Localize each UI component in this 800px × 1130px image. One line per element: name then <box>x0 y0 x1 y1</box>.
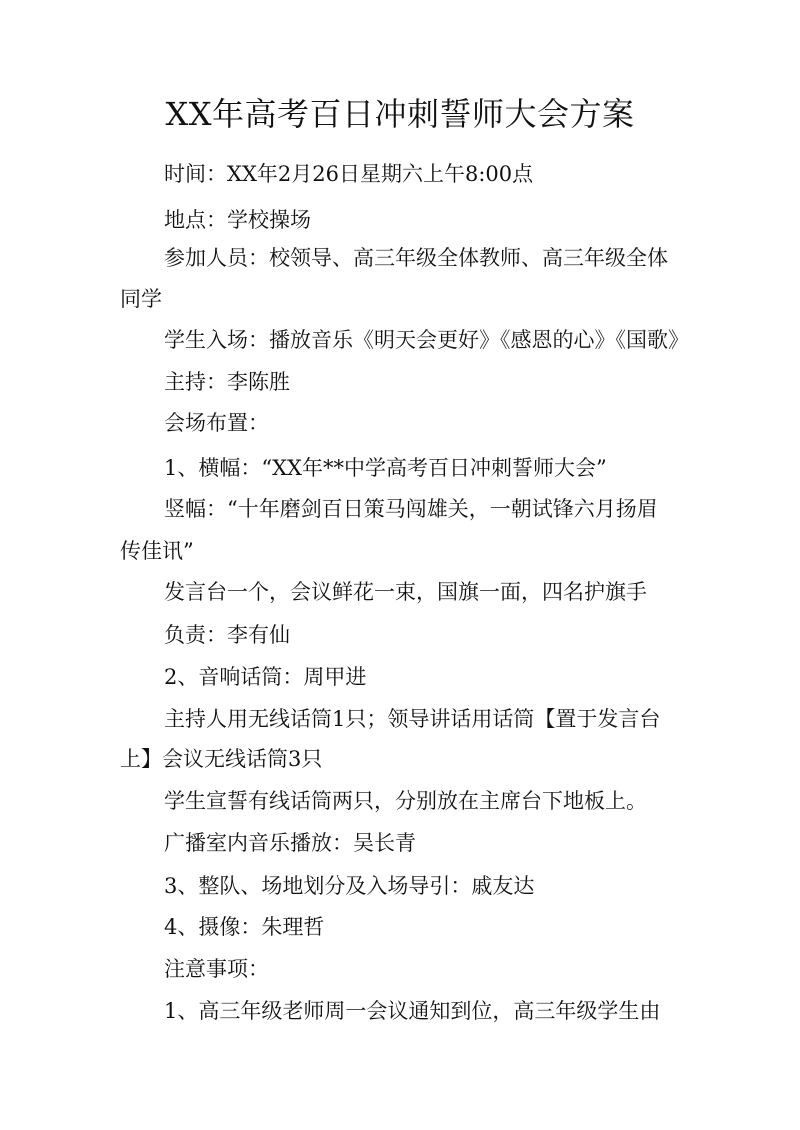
paragraph-broadcast: 广播室内音乐播放：吴长青 <box>164 831 416 855</box>
paragraph-host: 主持：李陈胜 <box>164 370 290 394</box>
paragraph-podium: 发言台一个，会议鲜花一束，国旗一面，四名护旗手 <box>164 580 647 604</box>
paragraph-responsible: 负责：李有仙 <box>164 623 290 647</box>
paragraph-attendees-cont: 同学 <box>120 287 162 311</box>
paragraph-location: 地点：学校操场 <box>164 208 311 232</box>
paragraph-venue-setup: 会场布置： <box>164 411 269 435</box>
paragraph-vertical-banner-cont: 传佳讯” <box>120 539 194 563</box>
paragraph-audio: 2、音响话筒：周甲进 <box>164 665 367 689</box>
paragraph-note-1: 1、高三年级老师周一会议通知到位，高三年级学生由 <box>164 999 661 1023</box>
paragraph-video: 4、摄像：朱理哲 <box>164 915 325 939</box>
paragraph-formation: 3、整队、场地划分及入场导引：戚友达 <box>164 874 535 898</box>
paragraph-vertical-banner: 竖幅：“十年磨剑百日策马闯雄关，一朝试锋六月扬眉 <box>164 497 658 521</box>
paragraph-notes-heading: 注意事项： <box>164 957 269 981</box>
paragraph-time: 时间：XX年2月26日星期六上午8:00点 <box>164 162 534 186</box>
document-title: XX年高考百日冲刺誓师大会方案 <box>165 95 635 133</box>
paragraph-microphones-cont: 上】会议无线话筒3只 <box>120 747 323 771</box>
paragraph-attendees: 参加人员：校领导、高三年级全体教师、高三年级全体 <box>164 246 668 270</box>
paragraph-oath-mics: 学生宣誓有线话筒两只，分别放在主席台下地板上。 <box>164 789 647 813</box>
paragraph-microphones: 主持人用无线话筒1只；领导讲话用话筒【置于发言台 <box>164 707 661 731</box>
paragraph-student-entry: 学生入场：播放音乐《明天会更好》《感恩的心》《国歌》 <box>164 328 689 352</box>
paragraph-banner: 1、横幅：“XX年**中学高考百日冲刺誓师大会” <box>164 456 607 480</box>
